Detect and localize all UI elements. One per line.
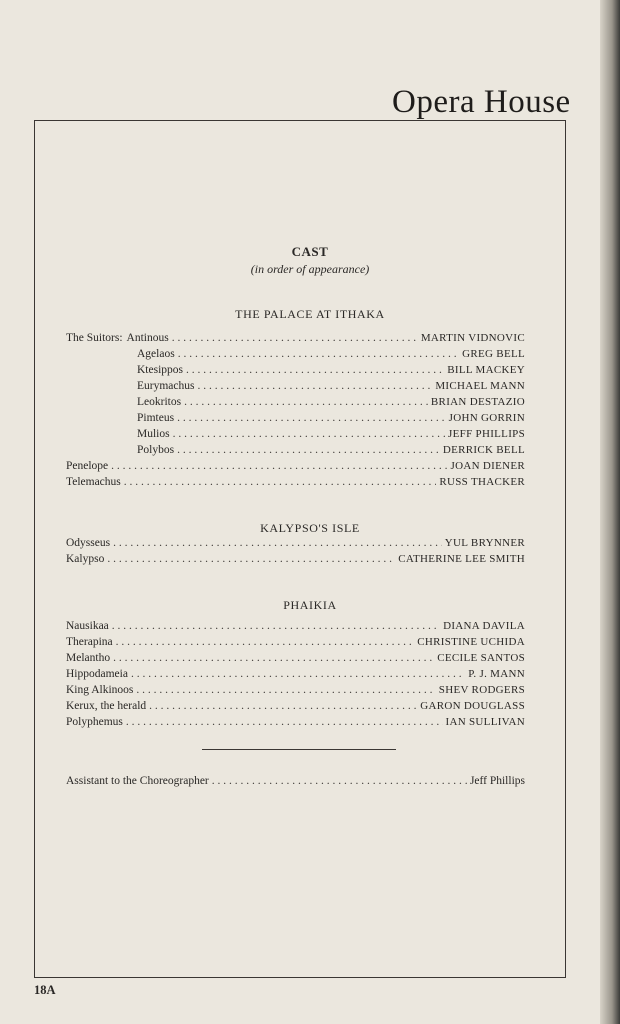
actor-name: JOAN DIENER <box>450 460 525 472</box>
cast-row <box>137 378 525 394</box>
actor-name: GARON DOUGLASS <box>420 700 525 712</box>
leader-dots <box>136 682 435 698</box>
role-name: Polyphemus <box>66 716 123 728</box>
role-name: Pimteus <box>137 412 175 424</box>
cast-row <box>66 535 525 551</box>
leader-dots <box>172 330 418 346</box>
cast-row <box>66 618 525 634</box>
cast-row <box>137 394 525 410</box>
actor-name: RUSS THACKER <box>439 476 525 488</box>
role-name: Eurymachus <box>137 380 195 392</box>
page-number: 18A <box>34 983 56 997</box>
leader-dots <box>113 650 434 666</box>
actor-name: SHEV RODGERS <box>438 684 525 696</box>
actor-name: DIANA DAVILA <box>443 620 525 632</box>
actor-name: BRIAN DESTAZIO <box>430 396 525 408</box>
cast-row <box>66 458 525 474</box>
actor-name: CECILE SANTOS <box>437 652 525 664</box>
leader-dots <box>184 394 428 410</box>
leader-dots <box>178 346 459 362</box>
role-name: Telemachus <box>66 476 121 488</box>
actor-name: DERRICK BELL <box>442 444 525 456</box>
role-name: Nausikaa <box>66 620 109 632</box>
leader-dots <box>131 666 465 682</box>
role-name: King Alkinoos <box>66 684 134 696</box>
leader-dots <box>116 634 415 650</box>
role-name: Polybos <box>137 444 175 456</box>
role-name: Ktesippos <box>137 364 183 376</box>
page-edge-shadow <box>600 0 620 1024</box>
role-name: Therapina <box>66 636 113 648</box>
cast-row <box>137 426 525 442</box>
role-name: Leokritos <box>137 396 182 408</box>
credit-role: Assistant to the Choreographer <box>66 775 209 787</box>
cast-row <box>66 551 525 567</box>
role-name: Melantho <box>66 652 111 664</box>
leader-dots <box>113 535 442 551</box>
role-name: Penelope <box>66 460 109 472</box>
actor-name: IAN SULLIVAN <box>445 716 525 728</box>
leader-dots <box>111 458 447 474</box>
leader-dots <box>173 426 445 442</box>
role-name: Mulios <box>137 428 170 440</box>
cast-row <box>66 474 525 490</box>
actor-name: MARTIN VIDNOVIC <box>420 332 525 344</box>
leader-dots <box>186 362 444 378</box>
actor-name: GREG BELL <box>462 348 525 360</box>
cast-row <box>66 634 525 650</box>
role-name: Hippodameia <box>66 668 128 680</box>
cast-heading: CAST <box>291 244 329 259</box>
leader-dots <box>149 698 417 714</box>
actor-name: CATHERINE LEE SMITH <box>398 553 525 565</box>
cast-row <box>66 698 525 714</box>
cast-row <box>137 410 525 426</box>
cast-row <box>66 682 525 698</box>
venue-title: Opera House <box>392 84 571 120</box>
leader-dots <box>126 714 443 730</box>
leader-dots <box>107 551 395 567</box>
role-prefix: The Suitors: <box>66 332 123 344</box>
role-name: Antinous <box>126 332 169 344</box>
role-name: Agelaos <box>137 348 175 360</box>
leader-dots <box>177 410 446 426</box>
cast-subheading: (in order of appearance) <box>250 262 370 276</box>
cast-row <box>137 442 525 458</box>
section-title-kalypso: KALYPSO'S ISLE <box>260 521 360 535</box>
cast-row <box>137 346 525 362</box>
actor-name: P. J. MANN <box>468 668 525 680</box>
actor-name: JOHN GORRIN <box>448 412 525 424</box>
section-divider <box>202 749 396 750</box>
cast-row <box>66 666 525 682</box>
cast-row <box>66 714 525 730</box>
actor-name: BILL MACKEY <box>447 364 525 376</box>
credit-row <box>66 773 525 789</box>
actor-name: MICHAEL MANN <box>435 380 525 392</box>
leader-dots <box>112 618 440 634</box>
role-name: Kerux, the herald <box>66 700 147 712</box>
section-title-phaikia: PHAIKIA <box>283 598 337 612</box>
actor-name: YUL BRYNNER <box>444 537 525 549</box>
leader-dots <box>177 442 440 458</box>
leader-dots <box>197 378 432 394</box>
leader-dots <box>212 773 467 789</box>
role-name: Odysseus <box>66 537 111 549</box>
actor-name: CHRISTINE UCHIDA <box>417 636 525 648</box>
cast-row <box>66 650 525 666</box>
cast-row <box>137 362 525 378</box>
actor-name: JEFF PHILLIPS <box>448 428 525 440</box>
role-name: Kalypso <box>66 553 105 565</box>
leader-dots <box>124 474 437 490</box>
cast-row <box>66 330 525 346</box>
credit-name: Jeff Phillips <box>469 775 525 787</box>
section-title-palace: THE PALACE AT ITHAKA <box>235 307 385 321</box>
